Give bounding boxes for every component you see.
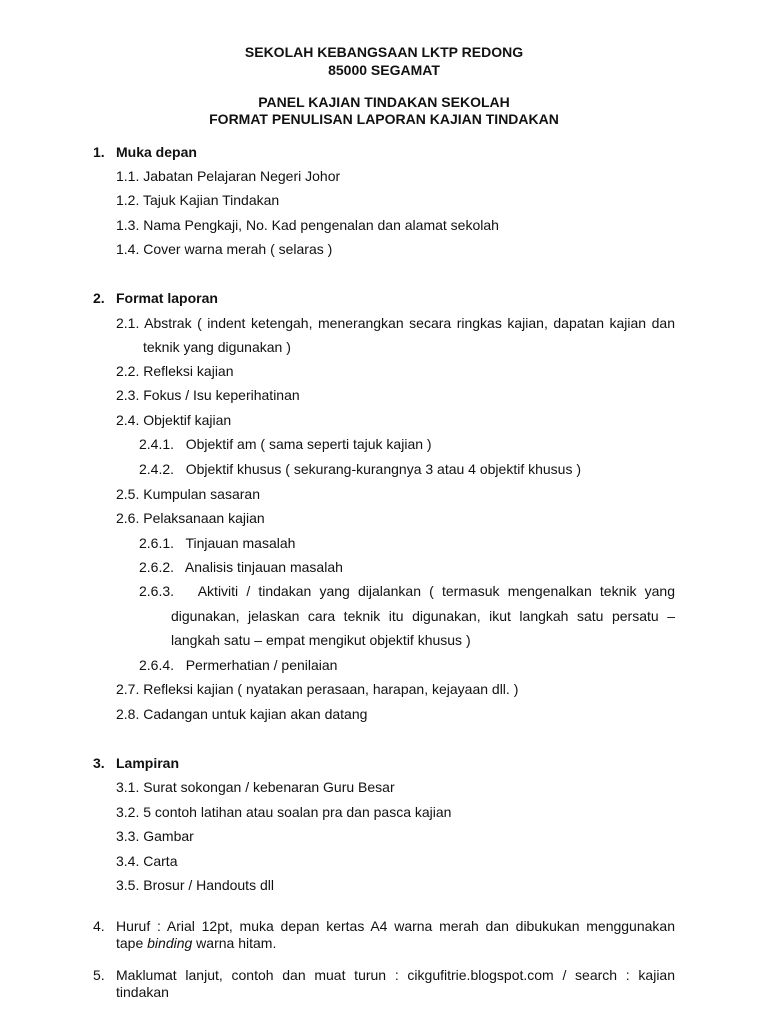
list-item: 2.3. Fokus / Isu keperihatinan (116, 387, 300, 403)
list-item: 3.2. 5 contoh latihan atau soalan pra dan pasca kajian (116, 804, 452, 820)
list-item: 2.6. Pelaksanaan kajian (116, 510, 265, 526)
school-address: 85000 SEGAMAT (328, 62, 440, 78)
sub-list-item: 2.6.1. Tinjauan masalah (139, 535, 296, 551)
list-item: 1.4. Cover warna merah ( selaras ) (116, 241, 333, 257)
sub-list-item: 2.6.4. Permerhatian / penilaian (139, 657, 338, 673)
list-item: 1.1. Jabatan Pelajaran Negeri Johor (116, 168, 341, 184)
section-4-line: Huruf : Arial 12pt, muka depan kertas A4 warna merah dan dibukukan menggunakan (116, 918, 675, 934)
sub-list-item: 2.6.3. Aktiviti / tindakan yang dijalankan ( termasuk mengenalkan teknik yang (139, 583, 675, 599)
format-title: FORMAT PENULISAN LAPORAN KAJIAN TINDAKAN (209, 111, 559, 127)
sub-list-item-continuation: langkah satu – empat mengikut objektif khusus ) (171, 632, 471, 648)
section-3-title: Lampiran (116, 755, 180, 771)
section-4-line (116, 935, 276, 952)
list-item: 3.1. Surat sokongan / kebenaran Guru Besar (116, 779, 395, 795)
section-1-number: 1. (93, 144, 105, 160)
sub-list-item: 2.4.1. Objektif am ( sama seperti tajuk kajian ) (139, 436, 432, 452)
school-name: SEKOLAH KEBANGSAAN LKTP REDONG (244, 44, 524, 60)
section-3-number: 3. (93, 755, 105, 771)
list-item: 2.5. Kumpulan sasaran (116, 486, 260, 502)
list-item: 2.7. Refleksi kajian ( nyatakan perasaan, harapan, kejayaan dll. ) (116, 681, 519, 697)
list-item: 2.4. Objektif kajian (116, 412, 232, 428)
section-4-text: tape (116, 935, 148, 951)
list-item: 3.5. Brosur / Handouts dll (116, 877, 274, 893)
list-item: 2.1. Abstrak ( indent ketengah, menerangkan secara ringkas kajian, dapatan kajian dan (116, 315, 675, 331)
list-item: 1.3. Nama Pengkaji, No. Kad pengenalan dan alamat sekolah (116, 217, 499, 233)
section-4-number: 4. (93, 918, 105, 934)
list-item-continuation: teknik yang digunakan ) (143, 339, 291, 355)
list-item: 3.4. Carta (116, 853, 178, 869)
binding-italic-text: binding (147, 935, 193, 951)
section-2-title: Format laporan (116, 290, 218, 306)
sub-list-item-continuation: digunakan, jelaskan cara teknik itu digunakan, ikut langkah satu persatu – (171, 608, 675, 624)
section-1-title: Muka depan (116, 144, 197, 160)
list-item: 1.2. Tajuk Kajian Tindakan (116, 192, 280, 208)
section-5-line: tindakan (116, 984, 169, 1000)
sub-list-item: 2.6.2. Analisis tinjauan masalah (139, 559, 343, 575)
section-2-number: 2. (93, 290, 105, 306)
list-item: 2.8. Cadangan untuk kajian akan datang (116, 706, 368, 722)
panel-title: PANEL KAJIAN TINDAKAN SEKOLAH (258, 94, 510, 110)
list-item: 3.3. Gambar (116, 828, 194, 844)
section-4-text: warna hitam. (192, 935, 277, 951)
section-5-line: Maklumat lanjut, contoh dan muat turun : cikgufitrie.blogspot.com / search : kajian (116, 967, 675, 983)
sub-list-item: 2.4.2. Objektif khusus ( sekurang-kurangnya 3 atau 4 objektif khusus ) (139, 461, 582, 477)
list-item: 2.2. Refleksi kajian (116, 363, 234, 379)
section-5-number: 5. (93, 967, 105, 983)
